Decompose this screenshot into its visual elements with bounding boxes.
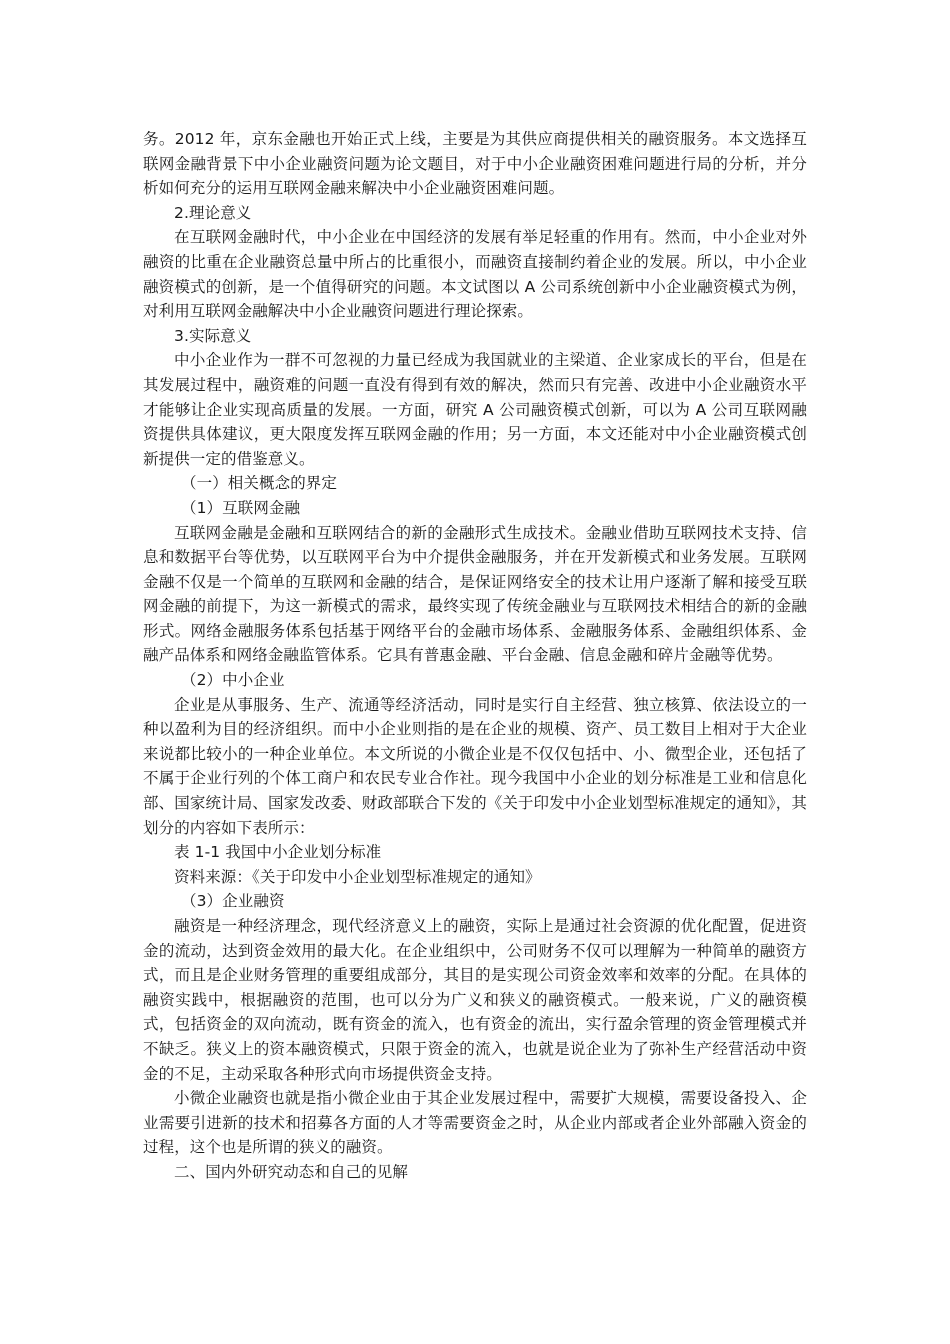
- paragraph-sme: 企业是从事服务、生产、流通等经济活动，同时是实行自主经营、独立核算、依法设立的一种以盈利为目的经济组织。而中小企业则指的是在企业的规模、资产、员工数目上相对于大企业来说都比较小的一种企业单位。本文所说的小微企业是不仅仅包括中、小、微型企业，还包括了不属于企业行列的个体工商户和农民专业合作社。现今我国中小企业的划分标准是工业和信息化部、国家统计局、国家发改委、财政部联合下发的《关于印发中小企业划型标准规定的通知》，其划分的内容如下表所示：: [143, 695, 807, 837]
- table-caption: 表 1-1 我国中小企业划分标准: [174, 843, 382, 862]
- paragraph-small-micro-financing: 小微企业融资也就是指小微企业由于其企业发展过程中，需要扩大规模，需要设备投入、企业需要引进新的技术和招募各方面的人才等需要资金之时，从企业内部或者企业外部融入资金的过程，这个也是所谓的狭义的融资。: [143, 1089, 807, 1157]
- heading-concept-definitions: （一）相关概念的界定: [181, 474, 338, 493]
- paragraph-background-continued: 务。2012 年，京东金融也开始正式上线，主要是为其供应商提供相关的融资服务。本文选择互联网金融背景下中小企业融资问题为论文题目，对于中小企业融资困难问题进行局的分析，并分析如何充分的运用互联网金融来解决中小企业融资困难问题。: [143, 130, 807, 198]
- paragraph-theoretical-significance: 在互联网金融时代，中小企业在中国经济的发展有举足轻重的作用有。然而，中小企业对外融资的比重在企业融资总量中所占的比重很小，而融资直接制约着企业的发展。所以，中小企业融资模式的创新，是一个值得研究的问题。本文试图以 A 公司系统创新中小企业融资模式为例，对利用互联网金融解决中小企业融资问题进行理论探索。: [143, 228, 807, 321]
- paragraph-enterprise-financing: 融资是一种经济理念，现代经济意义上的融资，实际上是通过社会资源的优化配置，促进资金的流动，达到资金效用的最大化。在企业组织中，公司财务不仅可以理解为一种简单的融资方式，而且是企业财务管理的重要组成部分，其目的是实现公司资金效率和效率的分配。在具体的融资实践中，根据融资的范围，也可以分为广义和狭义的融资模式。一般来说，广义的融资模式，包括资金的双向流动，既有资金的流入，也有资金的流出，实行盈余管理的资金管理模式并不缺乏。狭义上的资本融资模式，只限于资金的流入，也就是说企业为了弥补生产经营活动中资金的不足，主动采取各种形式向市场提供资金支持。: [143, 917, 807, 1083]
- heading-sme: （2）中小企业: [181, 671, 285, 690]
- document-body: [143, 127, 807, 1185]
- heading-enterprise-financing: （3）企业融资: [181, 892, 285, 911]
- heading-research-review: 二、国内外研究动态和自己的见解: [174, 1162, 409, 1181]
- heading-practical-significance: 3.实际意义: [174, 326, 252, 345]
- paragraph-practical-significance: 中小企业作为一群不可忽视的力量已经成为我国就业的主梁道、企业家成长的平台，但是在其发展过程中，融资难的问题一直没有得到有效的解决，然而只有完善、改进中小企业融资水平才能够让企业实现高质量的发展。一方面，研究 A 公司融资模式创新，可以为 A 公司互联网融资提供具体建议，更大限度发挥互联网金融的作用；另一方面，本文还能对中小企业融资模式创新提供一定的借鉴意义。: [143, 351, 807, 468]
- heading-internet-finance: （1）互联网金融: [181, 498, 301, 517]
- table-source: 资料来源：《关于印发中小企业划型标准规定的通知》: [174, 867, 541, 886]
- paragraph-internet-finance: 互联网金融是金融和互联网结合的新的金融形式生成技术。金融业借助互联网技术支持、信息和数据平台等优势，以互联网平台为中介提供金融服务，并在开发新模式和业务发展。互联网金融不仅是一个简单的互联网和金融的结合，是保证网络安全的技术让用户逐渐了解和接受互联网金融的前提下，为这一新模式的需求，最终实现了传统金融业与互联网技术相结合的新的金融形式。网络金融服务体系包括基于网络平台的金融市场体系、金融服务体系、金融组织体系、金融产品体系和网络金融监管体系。它具有普惠金融、平台金融、信息金融和碎片金融等优势。: [143, 523, 807, 665]
- heading-theoretical-significance: 2.理论意义: [174, 203, 252, 222]
